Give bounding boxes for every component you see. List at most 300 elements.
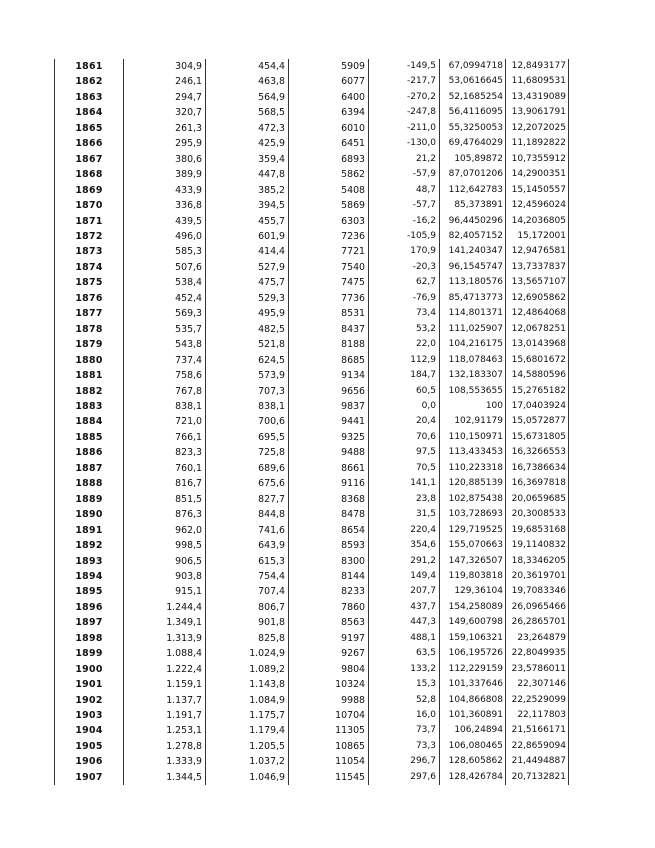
share-cell: 16,3266553 (506, 445, 569, 460)
value-b-cell: 495,9 (206, 306, 289, 321)
ratio-cell: 128,426784 (440, 770, 506, 785)
ratio-cell: 120,885139 (440, 476, 506, 491)
year-cell: 1883 (55, 399, 124, 414)
table-row (55, 584, 569, 599)
year-cell: 1866 (55, 136, 124, 151)
share-cell: 15,6731805 (506, 430, 569, 445)
table-row (55, 399, 569, 414)
value-a-cell: 838,1 (124, 399, 206, 414)
share-cell: 17,0403924 (506, 399, 569, 414)
share-cell: 20,3619701 (506, 569, 569, 584)
value-c-cell: 8563 (289, 615, 369, 630)
year-cell: 1874 (55, 260, 124, 275)
ratio-cell: 82,4057152 (440, 229, 506, 244)
ratio-cell: 111,025907 (440, 322, 506, 337)
share-cell: 11,6809531 (506, 74, 569, 89)
value-b-cell: 615,3 (206, 554, 289, 569)
share-cell: 26,0965466 (506, 600, 569, 615)
value-b-cell: 675,6 (206, 476, 289, 491)
value-a-cell: 1.191,7 (124, 708, 206, 723)
value-b-cell: 1.175,7 (206, 708, 289, 723)
table-row (55, 105, 569, 120)
value-c-cell: 8233 (289, 584, 369, 599)
ratio-cell: 53,0616645 (440, 74, 506, 89)
share-cell: 15,172001 (506, 229, 569, 244)
value-c-cell: 9116 (289, 476, 369, 491)
year-cell: 1898 (55, 631, 124, 646)
value-c-cell: 8300 (289, 554, 369, 569)
year-cell: 1862 (55, 74, 124, 89)
share-cell: 20,3008533 (506, 507, 569, 522)
balance-cell: 70,5 (369, 461, 440, 476)
share-cell: 20,0659685 (506, 492, 569, 507)
value-b-cell: 707,4 (206, 584, 289, 599)
value-c-cell: 8593 (289, 538, 369, 553)
share-cell: 12,4864068 (506, 306, 569, 321)
value-c-cell: 8654 (289, 523, 369, 538)
value-a-cell: 543,8 (124, 337, 206, 352)
value-a-cell: 569,3 (124, 306, 206, 321)
value-b-cell: 573,9 (206, 368, 289, 383)
share-cell: 21,4494887 (506, 754, 569, 769)
value-b-cell: 463,8 (206, 74, 289, 89)
year-cell: 1876 (55, 291, 124, 306)
value-b-cell: 455,7 (206, 214, 289, 229)
year-cell: 1878 (55, 322, 124, 337)
table-row (55, 306, 569, 321)
ratio-cell: 69,4764029 (440, 136, 506, 151)
value-b-cell: 447,8 (206, 167, 289, 182)
balance-cell: 21,2 (369, 152, 440, 167)
share-cell: 15,6801672 (506, 353, 569, 368)
table-row (55, 414, 569, 429)
value-b-cell: 521,8 (206, 337, 289, 352)
year-cell: 1879 (55, 337, 124, 352)
value-c-cell: 8368 (289, 492, 369, 507)
year-cell: 1902 (55, 693, 124, 708)
share-cell: 15,1450557 (506, 183, 569, 198)
year-cell: 1907 (55, 770, 124, 785)
share-cell: 16,3697818 (506, 476, 569, 491)
balance-cell: 141,1 (369, 476, 440, 491)
balance-cell: 53,2 (369, 322, 440, 337)
table-row (55, 384, 569, 399)
value-a-cell: 507,6 (124, 260, 206, 275)
ratio-cell: 159,106321 (440, 631, 506, 646)
balance-cell: -270,2 (369, 90, 440, 105)
value-c-cell: 6394 (289, 105, 369, 120)
value-b-cell: 707,3 (206, 384, 289, 399)
ratio-cell: 56,4116095 (440, 105, 506, 120)
value-b-cell: 643,9 (206, 538, 289, 553)
value-a-cell: 535,7 (124, 322, 206, 337)
balance-cell: 488,1 (369, 631, 440, 646)
value-b-cell: 425,9 (206, 136, 289, 151)
value-a-cell: 336,8 (124, 198, 206, 213)
share-cell: 23,264879 (506, 631, 569, 646)
value-a-cell: 1.137,7 (124, 693, 206, 708)
value-a-cell: 1.344,5 (124, 770, 206, 785)
year-cell: 1894 (55, 569, 124, 584)
value-a-cell: 585,3 (124, 244, 206, 259)
value-c-cell: 9656 (289, 384, 369, 399)
year-cell: 1886 (55, 445, 124, 460)
balance-cell: 52,8 (369, 693, 440, 708)
value-b-cell: 529,3 (206, 291, 289, 306)
table-row (55, 662, 569, 677)
balance-cell: 354,6 (369, 538, 440, 553)
value-a-cell: 1.313,9 (124, 631, 206, 646)
value-a-cell: 389,9 (124, 167, 206, 182)
year-cell: 1869 (55, 183, 124, 198)
value-b-cell: 901,8 (206, 615, 289, 630)
share-cell: 21,5166171 (506, 723, 569, 738)
year-cell: 1881 (55, 368, 124, 383)
table-row (55, 754, 569, 769)
year-cell: 1900 (55, 662, 124, 677)
year-cell: 1904 (55, 723, 124, 738)
value-c-cell: 9134 (289, 368, 369, 383)
value-b-cell: 754,4 (206, 569, 289, 584)
value-a-cell: 1.088,4 (124, 646, 206, 661)
year-cell: 1899 (55, 646, 124, 661)
value-c-cell: 8531 (289, 306, 369, 321)
value-a-cell: 1.278,8 (124, 739, 206, 754)
balance-cell: -105,9 (369, 229, 440, 244)
year-cell: 1867 (55, 152, 124, 167)
ratio-cell: 104,216175 (440, 337, 506, 352)
table-row (55, 59, 569, 74)
value-b-cell: 700,6 (206, 414, 289, 429)
share-cell: 12,9476581 (506, 244, 569, 259)
balance-cell: 22,0 (369, 337, 440, 352)
balance-cell: 0,0 (369, 399, 440, 414)
value-b-cell: 827,7 (206, 492, 289, 507)
value-b-cell: 1.084,9 (206, 693, 289, 708)
year-cell: 1893 (55, 554, 124, 569)
table-row (55, 569, 569, 584)
value-b-cell: 825,8 (206, 631, 289, 646)
table-row (55, 708, 569, 723)
value-c-cell: 7236 (289, 229, 369, 244)
balance-cell: 437,7 (369, 600, 440, 615)
ratio-cell: 108,553655 (440, 384, 506, 399)
ratio-cell: 129,719525 (440, 523, 506, 538)
value-a-cell: 261,3 (124, 121, 206, 136)
balance-cell: 220,4 (369, 523, 440, 538)
value-c-cell: 7736 (289, 291, 369, 306)
value-c-cell: 7540 (289, 260, 369, 275)
year-cell: 1864 (55, 105, 124, 120)
value-c-cell: 10865 (289, 739, 369, 754)
share-cell: 13,9061791 (506, 105, 569, 120)
table-row (55, 770, 569, 785)
balance-cell: 112,9 (369, 353, 440, 368)
table-row (55, 430, 569, 445)
value-b-cell: 454,4 (206, 59, 289, 74)
table-row (55, 337, 569, 352)
value-a-cell: 294,7 (124, 90, 206, 105)
year-cell: 1887 (55, 461, 124, 476)
ratio-cell: 110,150971 (440, 430, 506, 445)
table-row (55, 198, 569, 213)
year-cell: 1891 (55, 523, 124, 538)
value-b-cell: 1.024,9 (206, 646, 289, 661)
share-cell: 14,2036805 (506, 214, 569, 229)
value-a-cell: 380,6 (124, 152, 206, 167)
ratio-cell: 101,337646 (440, 677, 506, 692)
ratio-cell: 112,642783 (440, 183, 506, 198)
ratio-cell: 110,223318 (440, 461, 506, 476)
balance-cell: 60,5 (369, 384, 440, 399)
share-cell: 12,6905862 (506, 291, 569, 306)
table-row (55, 368, 569, 383)
balance-cell: 23,8 (369, 492, 440, 507)
table-row (55, 646, 569, 661)
value-a-cell: 758,6 (124, 368, 206, 383)
value-a-cell: 823,3 (124, 445, 206, 460)
year-cell: 1871 (55, 214, 124, 229)
ratio-cell: 102,91179 (440, 414, 506, 429)
value-c-cell: 10704 (289, 708, 369, 723)
value-a-cell: 903,8 (124, 569, 206, 584)
table-row (55, 322, 569, 337)
table-row (55, 167, 569, 182)
ratio-cell: 85,373891 (440, 198, 506, 213)
balance-cell: -247,8 (369, 105, 440, 120)
value-c-cell: 5408 (289, 183, 369, 198)
value-a-cell: 452,4 (124, 291, 206, 306)
balance-cell: 207,7 (369, 584, 440, 599)
year-cell: 1905 (55, 739, 124, 754)
year-cell: 1861 (55, 59, 124, 74)
table-row (55, 244, 569, 259)
value-c-cell: 7860 (289, 600, 369, 615)
value-c-cell: 8144 (289, 569, 369, 584)
value-b-cell: 527,9 (206, 260, 289, 275)
share-cell: 13,7337837 (506, 260, 569, 275)
value-a-cell: 737,4 (124, 353, 206, 368)
value-a-cell: 1.333,9 (124, 754, 206, 769)
value-b-cell: 1.179,4 (206, 723, 289, 738)
table-row (55, 214, 569, 229)
share-cell: 22,117803 (506, 708, 569, 723)
share-cell: 22,307146 (506, 677, 569, 692)
share-cell: 26,2865701 (506, 615, 569, 630)
balance-cell: 16,0 (369, 708, 440, 723)
value-b-cell: 475,7 (206, 275, 289, 290)
table-row (55, 631, 569, 646)
share-cell: 13,0143968 (506, 337, 569, 352)
value-a-cell: 851,5 (124, 492, 206, 507)
year-cell: 1877 (55, 306, 124, 321)
ratio-cell: 100 (440, 399, 506, 414)
balance-cell: 48,7 (369, 183, 440, 198)
ratio-cell: 129,36104 (440, 584, 506, 599)
table-row (55, 353, 569, 368)
value-a-cell: 1.253,1 (124, 723, 206, 738)
ratio-cell: 132,183307 (440, 368, 506, 383)
year-cell: 1884 (55, 414, 124, 429)
ratio-cell: 106,195726 (440, 646, 506, 661)
balance-cell: -20,3 (369, 260, 440, 275)
balance-cell: -16,2 (369, 214, 440, 229)
ratio-cell: 96,4450296 (440, 214, 506, 229)
ratio-cell: 119,803818 (440, 569, 506, 584)
share-cell: 12,4596024 (506, 198, 569, 213)
value-b-cell: 806,7 (206, 600, 289, 615)
value-b-cell: 472,3 (206, 121, 289, 136)
value-b-cell: 568,5 (206, 105, 289, 120)
share-cell: 19,7083346 (506, 584, 569, 599)
table-row (55, 461, 569, 476)
value-a-cell: 439,5 (124, 214, 206, 229)
year-cell: 1873 (55, 244, 124, 259)
value-c-cell: 8661 (289, 461, 369, 476)
value-c-cell: 10324 (289, 677, 369, 692)
table-row (55, 136, 569, 151)
value-c-cell: 6451 (289, 136, 369, 151)
share-cell: 19,6853168 (506, 523, 569, 538)
share-cell: 23,5786011 (506, 662, 569, 677)
value-a-cell: 962,0 (124, 523, 206, 538)
value-c-cell: 9325 (289, 430, 369, 445)
ratio-cell: 106,080465 (440, 739, 506, 754)
value-b-cell: 414,4 (206, 244, 289, 259)
value-a-cell: 998,5 (124, 538, 206, 553)
ratio-cell: 147,326507 (440, 554, 506, 569)
year-cell: 1880 (55, 353, 124, 368)
value-c-cell: 5869 (289, 198, 369, 213)
value-a-cell: 1.349,1 (124, 615, 206, 630)
balance-cell: -57,7 (369, 198, 440, 213)
share-cell: 16,7386634 (506, 461, 569, 476)
table-row (55, 476, 569, 491)
value-c-cell: 6077 (289, 74, 369, 89)
ratio-cell: 103,728693 (440, 507, 506, 522)
ratio-cell: 102,875438 (440, 492, 506, 507)
value-b-cell: 359,4 (206, 152, 289, 167)
table-row (55, 492, 569, 507)
ratio-cell: 87,0701206 (440, 167, 506, 182)
balance-cell: -130,0 (369, 136, 440, 151)
table-row (55, 723, 569, 738)
value-b-cell: 1.143,8 (206, 677, 289, 692)
year-cell: 1868 (55, 167, 124, 182)
table-row (55, 183, 569, 198)
value-b-cell: 838,1 (206, 399, 289, 414)
ratio-cell: 106,24894 (440, 723, 506, 738)
ratio-cell: 96,1545747 (440, 260, 506, 275)
share-cell: 22,2529099 (506, 693, 569, 708)
value-c-cell: 5909 (289, 59, 369, 74)
year-cell: 1870 (55, 198, 124, 213)
value-c-cell: 6400 (289, 90, 369, 105)
ratio-cell: 112,229159 (440, 662, 506, 677)
value-b-cell: 1.037,2 (206, 754, 289, 769)
value-c-cell: 9197 (289, 631, 369, 646)
value-a-cell: 246,1 (124, 74, 206, 89)
year-cell: 1889 (55, 492, 124, 507)
value-c-cell: 6303 (289, 214, 369, 229)
share-cell: 15,0572877 (506, 414, 569, 429)
table-row (55, 615, 569, 630)
ratio-cell: 149,600798 (440, 615, 506, 630)
year-cell: 1892 (55, 538, 124, 553)
value-c-cell: 6010 (289, 121, 369, 136)
ratio-cell: 154,258089 (440, 600, 506, 615)
balance-cell: -76,9 (369, 291, 440, 306)
year-cell: 1901 (55, 677, 124, 692)
value-a-cell: 906,5 (124, 554, 206, 569)
value-a-cell: 1.244,4 (124, 600, 206, 615)
value-b-cell: 725,8 (206, 445, 289, 460)
table-row (55, 507, 569, 522)
ratio-cell: 155,070663 (440, 538, 506, 553)
ratio-cell: 67,0994718 (440, 59, 506, 74)
balance-cell: 70,6 (369, 430, 440, 445)
share-cell: 15,2765182 (506, 384, 569, 399)
value-c-cell: 11545 (289, 770, 369, 785)
value-a-cell: 721,0 (124, 414, 206, 429)
balance-cell: 63,5 (369, 646, 440, 661)
value-c-cell: 8188 (289, 337, 369, 352)
value-c-cell: 9988 (289, 693, 369, 708)
value-c-cell: 8478 (289, 507, 369, 522)
balance-cell: 73,7 (369, 723, 440, 738)
value-c-cell: 6893 (289, 152, 369, 167)
year-cell: 1865 (55, 121, 124, 136)
balance-cell: 170,9 (369, 244, 440, 259)
table-row (55, 600, 569, 615)
share-cell: 20,7132821 (506, 770, 569, 785)
balance-cell: 73,3 (369, 739, 440, 754)
value-b-cell: 1.046,9 (206, 770, 289, 785)
balance-cell: 20,4 (369, 414, 440, 429)
balance-cell: 149,4 (369, 569, 440, 584)
value-b-cell: 624,5 (206, 353, 289, 368)
value-b-cell: 564,9 (206, 90, 289, 105)
table-row (55, 291, 569, 306)
value-b-cell: 844,8 (206, 507, 289, 522)
balance-cell: -149,5 (369, 59, 440, 74)
year-cell: 1888 (55, 476, 124, 491)
balance-cell: 73,4 (369, 306, 440, 321)
year-cell: 1882 (55, 384, 124, 399)
balance-cell: 297,6 (369, 770, 440, 785)
table-row (55, 445, 569, 460)
table-row (55, 121, 569, 136)
value-a-cell: 496,0 (124, 229, 206, 244)
balance-cell: 15,3 (369, 677, 440, 692)
table-row (55, 739, 569, 754)
value-a-cell: 1.222,4 (124, 662, 206, 677)
ratio-cell: 113,433453 (440, 445, 506, 460)
share-cell: 19,1140832 (506, 538, 569, 553)
value-a-cell: 816,7 (124, 476, 206, 491)
value-c-cell: 9837 (289, 399, 369, 414)
value-c-cell: 11054 (289, 754, 369, 769)
ratio-cell: 141,240347 (440, 244, 506, 259)
table-row (55, 90, 569, 105)
ratio-cell: 113,180576 (440, 275, 506, 290)
ratio-cell: 101,360891 (440, 708, 506, 723)
ratio-cell: 114,801371 (440, 306, 506, 321)
value-c-cell: 11305 (289, 723, 369, 738)
balance-cell: 184,7 (369, 368, 440, 383)
ratio-cell: 118,078463 (440, 353, 506, 368)
value-a-cell: 433,9 (124, 183, 206, 198)
